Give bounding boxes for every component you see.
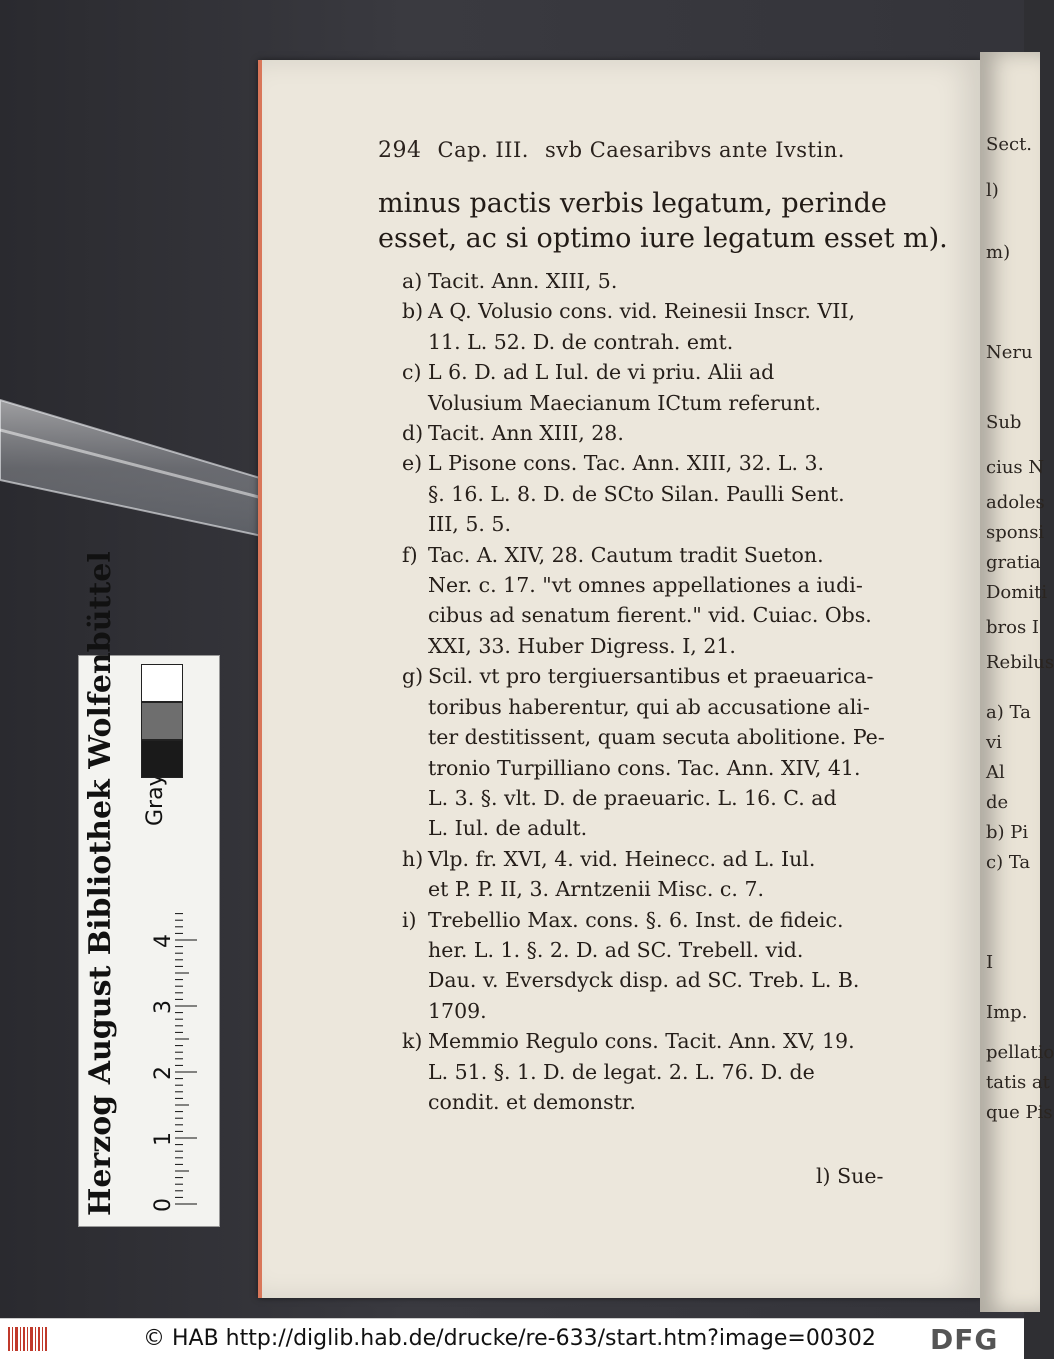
footnote	[376, 661, 916, 843]
footnote-line: §. 16. L. 8. D. de SCto Silan. Paulli Sent.	[428, 481, 845, 506]
footnote-marker: k)	[402, 1029, 423, 1054]
ruler-number: 1	[151, 1132, 176, 1146]
footnote	[376, 844, 916, 905]
adjacent-page-fragment: l)	[986, 180, 999, 201]
adjacent-page-fragment: Neru	[986, 342, 1033, 363]
footnote-line: Vlp. fr. XVI, 4. vid. Heinecc. ad L. Iul.	[428, 846, 816, 871]
adjacent-page-fragment: a) Ta	[986, 702, 1031, 723]
footnote-text	[428, 448, 916, 539]
adjacent-page-fragment: Domiti	[986, 582, 1048, 603]
footnote	[376, 1026, 916, 1117]
footnote-line: tronio Turpilliano cons. Tac. Ann. XIV, 41.	[428, 755, 861, 780]
adjacent-page-fragment: que Pis	[986, 1102, 1053, 1123]
footnote-line: L 6. D. ad L Iul. de vi priu. Alii ad	[428, 360, 775, 385]
footnote	[376, 357, 916, 418]
footnote-marker: g)	[402, 664, 424, 689]
footnote-line: cibus ad senatum fierent." vid. Cuiac. Obs.	[428, 603, 872, 628]
footnote-line: Trebellio Max. cons. §. 6. Inst. de fideic.	[428, 907, 844, 932]
adjacent-page-fragment: pellatio	[986, 1042, 1054, 1063]
footnote-line: Tac. A. XIV, 28. Cautum tradit Sueton.	[428, 542, 824, 567]
adjacent-page-fragment: I	[986, 952, 994, 973]
footnote	[376, 266, 916, 296]
footer-bar	[0, 1318, 1024, 1359]
barcode-icon	[8, 1327, 48, 1351]
adjacent-page-edge	[980, 52, 1054, 1312]
adjacent-page-fragment: Al	[986, 762, 1005, 783]
footnote-text	[428, 905, 916, 1027]
adjacent-page-fragment: bros I	[986, 617, 1040, 638]
footnote-text	[428, 661, 916, 843]
footnote-line: Tacit. Ann XIII, 28.	[428, 421, 624, 446]
page-number: 294	[378, 138, 422, 163]
footnotes	[376, 266, 916, 1117]
footnote-text	[428, 357, 916, 418]
footnote-line: Dau. v. Eversdyck disp. ad SC. Treb. L. B.	[428, 968, 860, 993]
adjacent-page-fragment: cius N	[986, 457, 1045, 478]
footnote-line: ter destitissent, quam secuta abolitione. Pe-	[428, 725, 885, 750]
footnote	[376, 418, 916, 448]
ruler-ticks	[175, 880, 215, 1210]
footnote-text	[428, 540, 916, 662]
gray-swatch	[141, 702, 183, 740]
footnote-line: A Q. Volusio cons. vid. Reinesii Inscr. VII,	[428, 299, 855, 324]
gray-swatch	[141, 740, 183, 778]
footnote-line: toribus haberentur, qui ab accusatione ali-	[428, 694, 870, 719]
footnote	[376, 905, 916, 1027]
footnote-line: L. 3. §. vlt. D. de praeuaric. L. 16. C. ad	[428, 785, 837, 810]
adjacent-page-fragment: sponsi	[986, 522, 1045, 543]
body-line: minus pactis verbis legatum, perinde	[378, 188, 887, 219]
adjacent-page-fragment: b) Pi	[986, 822, 1029, 843]
body-line: esset, ac si optimo iure legatum esset m).	[378, 223, 948, 254]
body-text	[378, 186, 948, 256]
adjacent-page-fragment: c) Ta	[986, 852, 1031, 873]
footnote-line: condit. et demonstr.	[428, 1089, 636, 1114]
adjacent-page-fragment: adoles	[986, 492, 1045, 513]
footnote-line: L. Iul. de adult.	[428, 816, 588, 841]
footnote-line: L. 51. §. 1. D. de legat. 2. L. 76. D. de	[428, 1059, 815, 1084]
footnote-line: 1709.	[428, 998, 487, 1023]
adjacent-page-fragment: Sub	[986, 412, 1022, 433]
library-name: Herzog August Bibliothek Wolfenbüttel	[83, 551, 118, 1216]
footnote-marker: b)	[402, 299, 424, 324]
adjacent-page-fragment: Rebilus	[986, 652, 1054, 673]
chapter-label: Cap. III.	[437, 138, 529, 162]
footnote-line: Tacit. Ann. XIII, 5.	[428, 269, 618, 293]
footnote-line: et P. P. II, 3. Arntzenii Misc. c. 7.	[428, 877, 764, 902]
gray-scale-ruler	[78, 551, 220, 1227]
footnote-line: Memmio Regulo cons. Tacit. Ann. XV, 19.	[428, 1029, 855, 1054]
adjacent-page-fragment: tatis at	[986, 1072, 1050, 1093]
footnote-text	[428, 1026, 916, 1117]
footnote-text	[428, 418, 916, 448]
footnote-line: Volusium Maecianum ICtum referunt.	[428, 390, 822, 415]
footnote	[376, 540, 916, 662]
dfg-logo: DFG	[930, 1323, 999, 1356]
footnote-line: Scil. vt pro tergiuersantibus et praeuarica-	[428, 664, 874, 689]
footnote-line: XXI, 33. Huber Digress. I, 21.	[428, 633, 736, 658]
adjacent-page-fragment: vi	[986, 732, 1002, 753]
footnote-text	[428, 266, 916, 296]
ruler-number: 4	[151, 934, 176, 948]
footnote-marker: h)	[402, 846, 424, 871]
catchword: l) Sue-	[816, 1164, 884, 1188]
copyright-link[interactable]: © HAB http://diglib.hab.de/drucke/re-633/start.htm?image=00302	[143, 1326, 876, 1351]
adjacent-page-fragment: de	[986, 792, 1009, 813]
footnote-marker: c)	[402, 360, 422, 385]
footnote-marker: d)	[402, 421, 424, 446]
footnote-text	[428, 296, 916, 357]
running-title: svb Caesaribvs ante Ivstin.	[544, 138, 845, 162]
gray-swatch	[141, 664, 183, 702]
adjacent-page-fragment: Sect.	[986, 134, 1033, 155]
footnote-line: 11. L. 52. D. de contrah. emt.	[428, 329, 734, 354]
footnote-marker: i)	[402, 907, 417, 932]
footnote	[376, 448, 916, 539]
adjacent-page-fragment: m)	[986, 242, 1011, 263]
footnote-line: her. L. 1. §. 2. D. ad SC. Trebell. vid.	[428, 937, 804, 962]
footnote-marker: a)	[402, 269, 423, 293]
adjacent-page-fragment: gratia	[986, 552, 1041, 573]
footnote-marker: e)	[402, 451, 423, 476]
adjacent-page-fragment: Imp.	[986, 1002, 1028, 1023]
ruler-number: 0	[151, 1198, 176, 1212]
footnote-line: III, 5. 5.	[428, 512, 511, 537]
footnote-line: Ner. c. 17. "vt omnes appellationes a iudi-	[428, 573, 863, 598]
ruler-number: 3	[151, 1000, 176, 1014]
gray-swatches	[141, 664, 183, 778]
footnote-marker: f)	[402, 542, 418, 567]
footnote-line: L Pisone cons. Tac. Ann. XIII, 32. L. 3.	[428, 451, 825, 476]
ruler-number: 2	[151, 1066, 176, 1080]
footnote	[376, 296, 916, 357]
running-header	[378, 138, 918, 163]
footnote-text	[428, 844, 916, 905]
